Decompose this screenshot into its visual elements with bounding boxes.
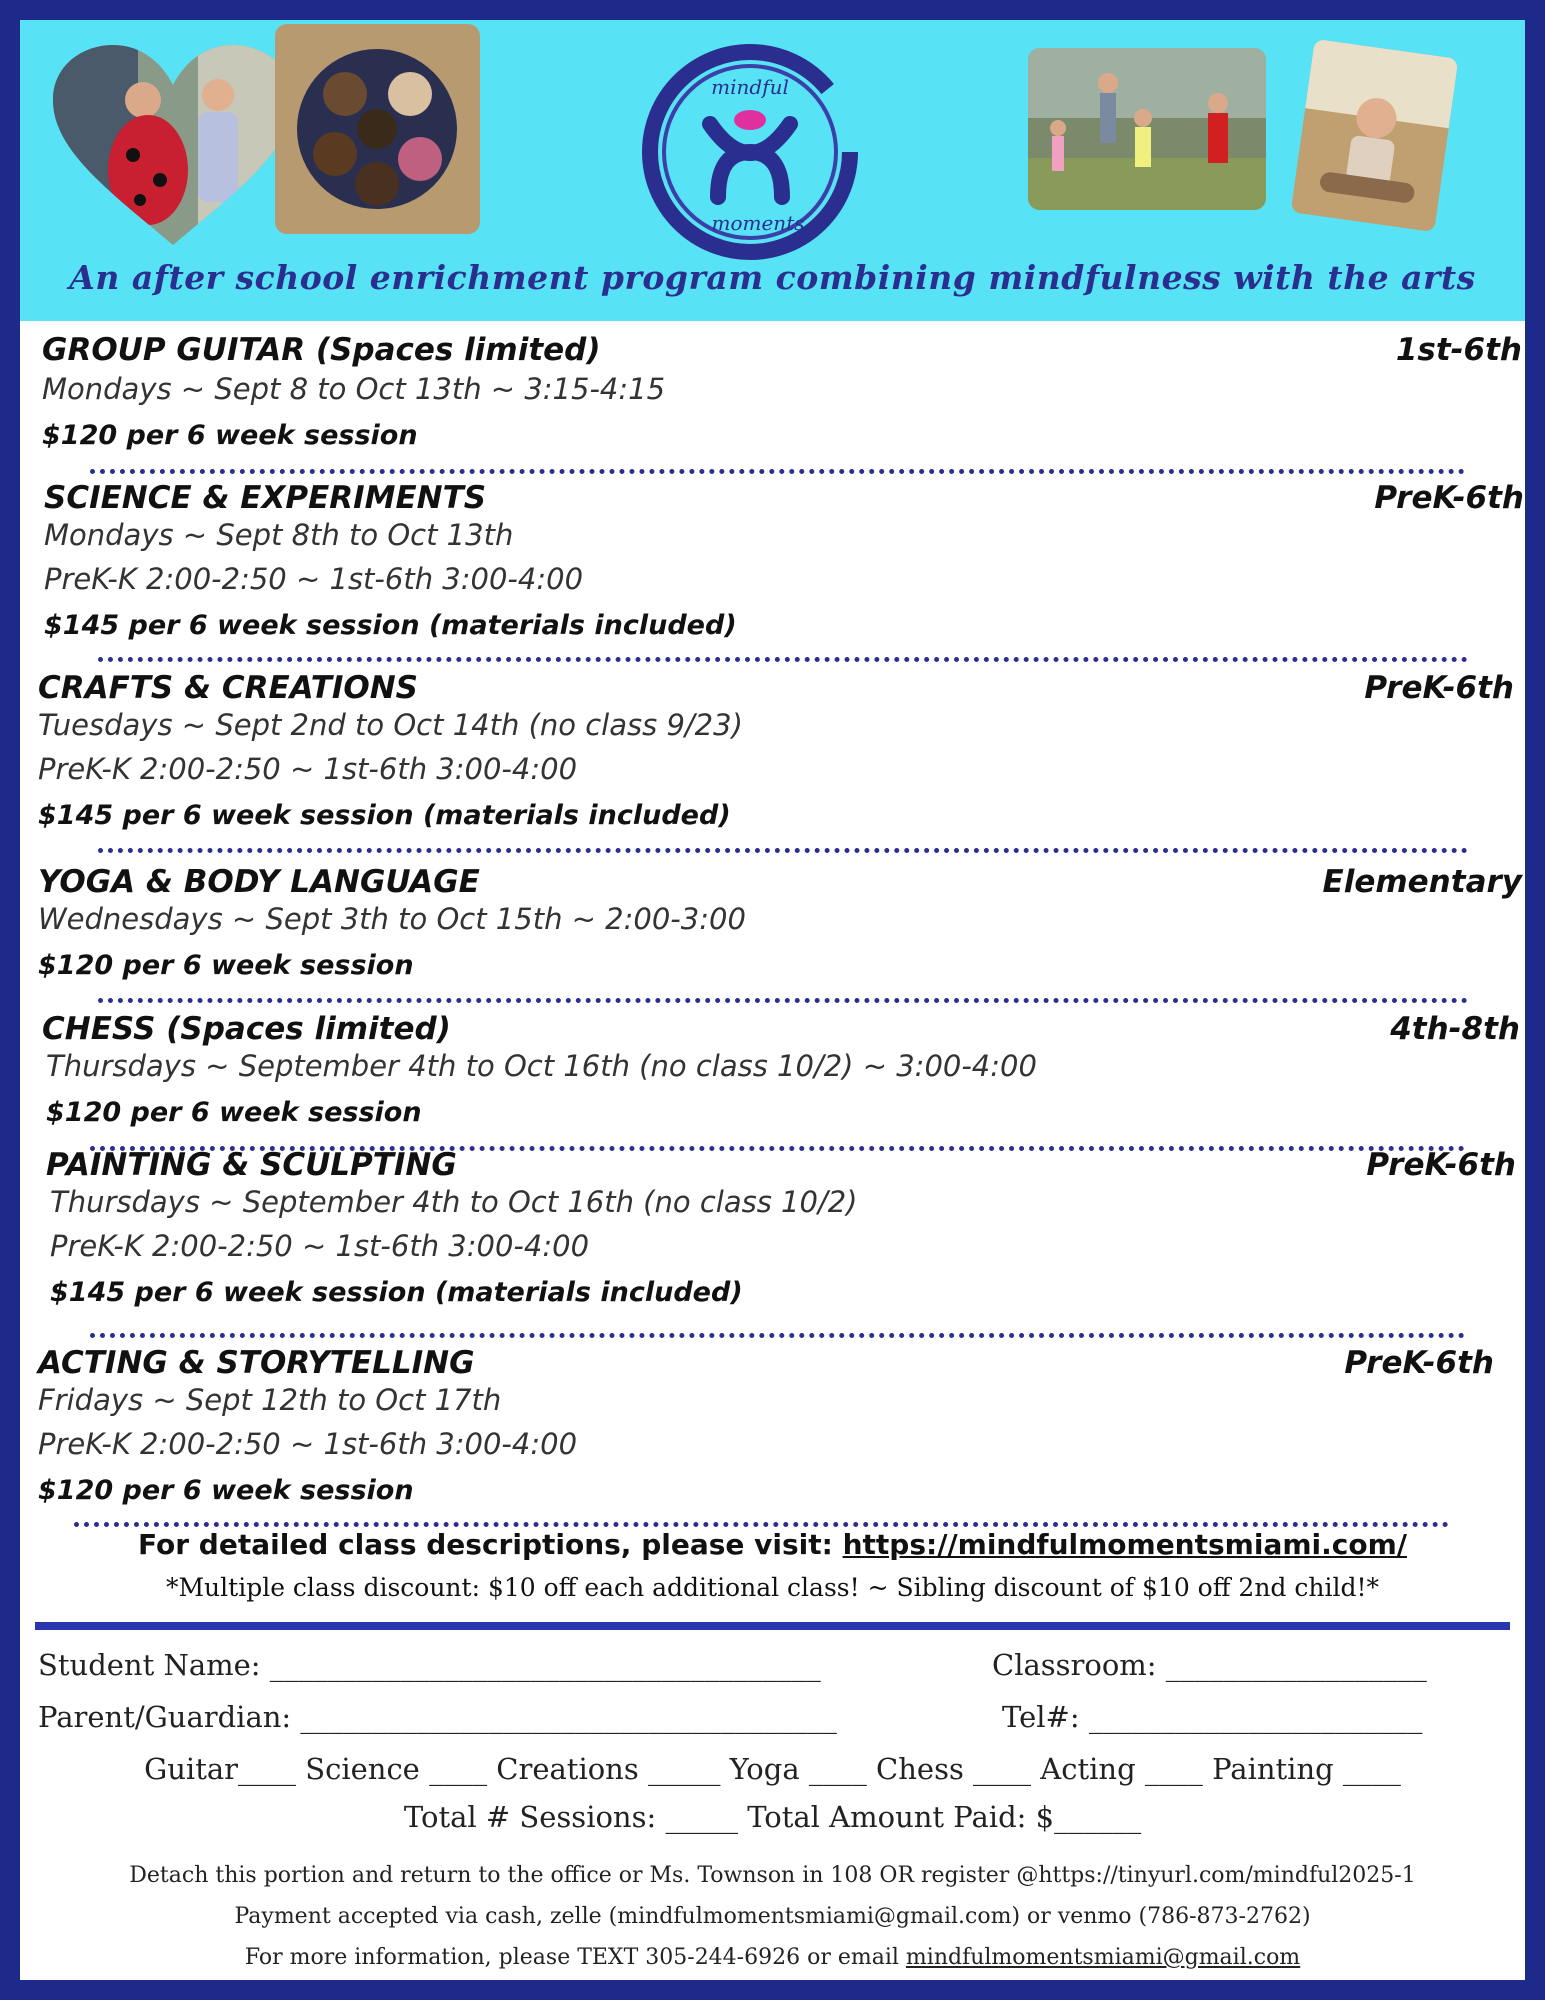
detach-instructions: Detach this portion and return to the office or Ms. Townson in 108 OR register @https://tinyurl.com/mindful2025-1 [129, 1863, 1416, 1888]
class-price: $120 per 6 week session [38, 950, 414, 981]
class-title: PAINTING & SCULPTING [46, 1147, 457, 1183]
divider [74, 1522, 1449, 1527]
class-price: $120 per 6 week session [46, 1097, 422, 1128]
class-price: $145 per 6 week session (materials included) [38, 800, 731, 831]
class-schedule: Fridays ~ Sept 12th to Oct 17th [38, 1383, 502, 1417]
website-link[interactable]: https://mindfulmomentsmiami.com/ [842, 1528, 1407, 1561]
class-grade: PreK-6th [1344, 1345, 1494, 1381]
class-price: $145 per 6 week session (materials included) [44, 610, 737, 641]
totals-line[interactable]: Total # Sessions: _____ Total Amount Paid: $______ [403, 1800, 1142, 1834]
class-title: ACTING & STORYTELLING [38, 1345, 475, 1381]
divider [98, 848, 1468, 853]
class-schedule: Tuesdays ~ Sept 2nd to Oct 14th (no class 9/23) [38, 708, 743, 742]
contact-email-link[interactable]: mindfulmomentsmiami@gmail.com [905, 1945, 1301, 1970]
class-price: $120 per 6 week session [38, 1475, 414, 1506]
divider [98, 657, 1468, 662]
parent-guardian-field[interactable]: Parent/Guardian: _____________________________________ [38, 1700, 837, 1734]
class-price: $120 per 6 week session [42, 420, 418, 451]
class-title: YOGA & BODY LANGUAGE [38, 864, 480, 900]
yoga-group-photo [1028, 48, 1266, 210]
tagline: An after school enrichment program combining mindfulness with the arts [69, 258, 1476, 297]
group-circle-photo [275, 24, 480, 234]
class-times: PreK-K 2:00-2:50 ~ 1st-6th 3:00-4:00 [50, 1229, 590, 1263]
class-grade: PreK-6th [1364, 670, 1514, 706]
discount-note: *Multiple class discount: $10 off each additional class! ~ Sibling discount of $10 off 2nd child!* [165, 1573, 1380, 1602]
class-times: PreK-K 2:00-2:50 ~ 1st-6th 3:00-4:00 [44, 562, 584, 596]
contact-text: For more information, please TEXT 305-244-6926 or email [244, 1945, 906, 1970]
class-price: $145 per 6 week session (materials included) [50, 1277, 743, 1308]
divider [90, 1333, 1465, 1338]
classroom-field[interactable]: Classroom: __________________ [992, 1648, 1427, 1682]
visit-line [20, 1528, 1525, 1561]
contact-info [20, 1945, 1525, 1970]
section-divider-bar [35, 1622, 1510, 1630]
payment-info: Payment accepted via cash, zelle (mindfulmomentsmiami@gmail.com) or venmo (786-873-2762) [234, 1904, 1311, 1929]
header-banner [20, 20, 1525, 321]
class-grade: PreK-6th [1366, 1147, 1516, 1183]
class-title: GROUP GUITAR (Spaces limited) [42, 332, 601, 368]
class-times: PreK-K 2:00-2:50 ~ 1st-6th 3:00-4:00 [38, 1427, 578, 1461]
class-grade: 4th-8th [1390, 1011, 1520, 1047]
student-name-field[interactable]: Student Name: ______________________________________ [38, 1648, 821, 1682]
logo-text-top: mindful [711, 75, 789, 99]
divider [98, 998, 1468, 1003]
logo-text-bottom: moments [711, 211, 805, 235]
child-meditation-photo [1291, 39, 1459, 232]
class-schedule: Wednesdays ~ Sept 3th to Oct 15th ~ 2:00-3:00 [38, 902, 746, 936]
class-title: CRAFTS & CREATIONS [38, 670, 419, 706]
flyer-page [20, 20, 1525, 1980]
heart-photo [48, 40, 298, 250]
class-schedule: Mondays ~ Sept 8th to Oct 13th [44, 518, 514, 552]
mindful-moments-logo [630, 32, 870, 272]
divider [90, 469, 1465, 474]
class-schedule: Mondays ~ Sept 8 to Oct 13th ~ 3:15-4:15 [42, 372, 666, 406]
tel-field[interactable]: Tel#: _______________________ [1002, 1700, 1423, 1734]
class-schedule: Thursdays ~ September 4th to Oct 16th (no class 10/2) ~ 3:00-4:00 [46, 1049, 1037, 1083]
class-title: CHESS (Spaces limited) [42, 1011, 451, 1047]
visit-text: For detailed class descriptions, please visit: [138, 1528, 843, 1561]
class-title: SCIENCE & EXPERIMENTS [44, 480, 487, 516]
class-selection-line[interactable]: Guitar____ Science ____ Creations _____ Yoga ____ Chess ____ Acting ____ Painting ____ [144, 1752, 1401, 1786]
class-schedule: Thursdays ~ September 4th to Oct 16th (no class 10/2) [50, 1185, 858, 1219]
class-grade: Elementary [1322, 864, 1522, 900]
class-grade: PreK-6th [1374, 480, 1524, 516]
class-times: PreK-K 2:00-2:50 ~ 1st-6th 3:00-4:00 [38, 752, 578, 786]
class-grade: 1st-6th [1395, 332, 1522, 368]
